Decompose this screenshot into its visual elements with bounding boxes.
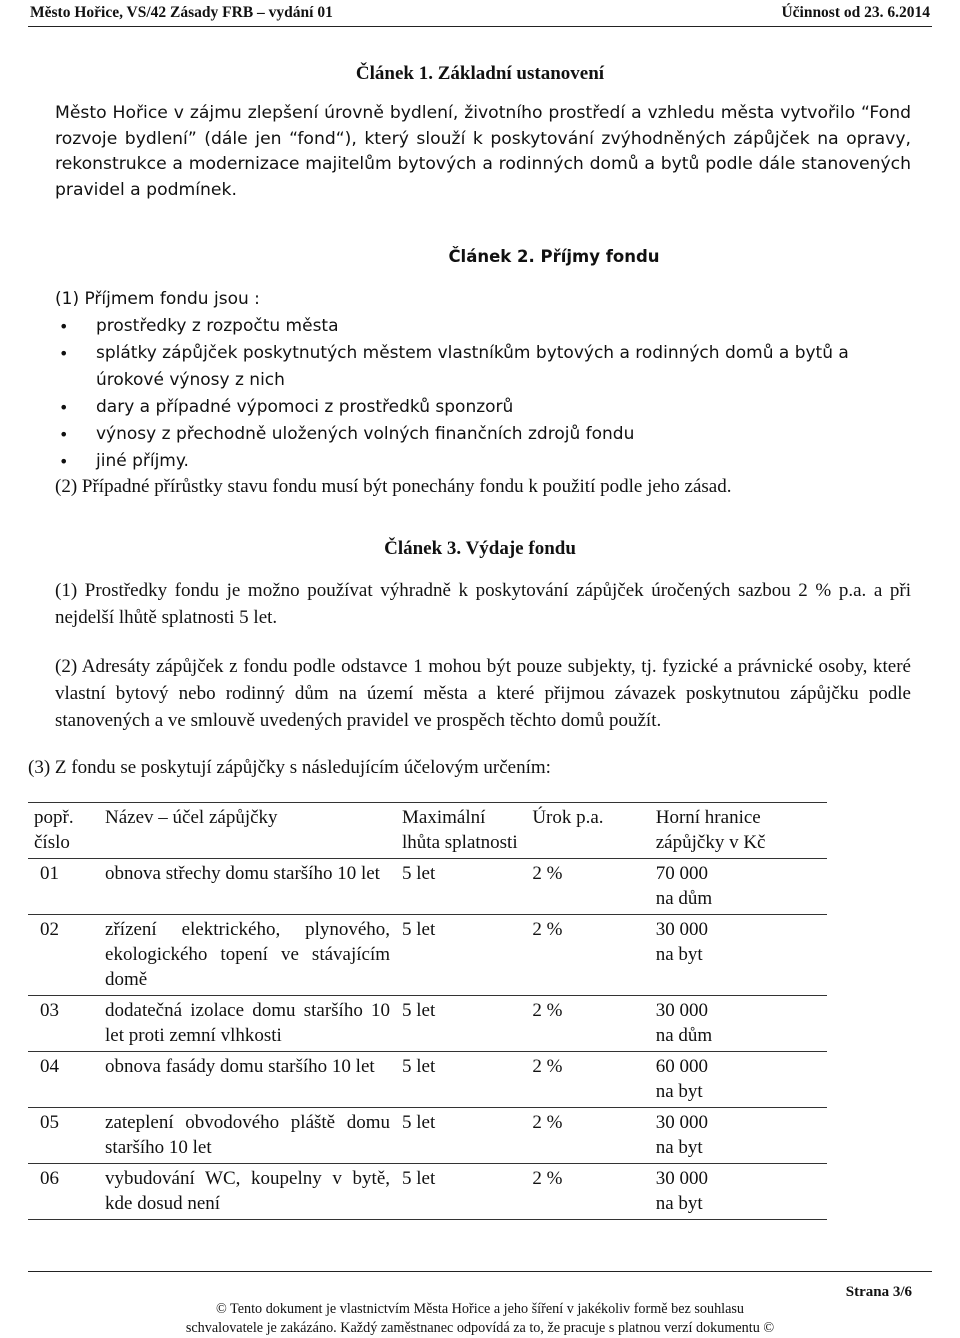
article-3-paragraph-2: (2) Adresáty zápůjček z fondu podle odstavce 1 mohou být pouze subjekty, tj. fyzické a právnické osoby, které vlastní bytový nebo rodinný dům na území města a které přijmou závazek poskytnutou zápůjčku podle stanovených a ve smlouvě uvedených pravidel ve prospěch těchto domů použít.: [55, 656, 911, 731]
header-term: Maximální lhůta splatnosti: [396, 803, 526, 859]
table-row: [28, 1164, 827, 1220]
bullet-icon: •: [59, 425, 69, 444]
footer-divider: [28, 1271, 932, 1272]
page-header: [28, 4, 932, 27]
header-number: popř. číslo: [28, 803, 99, 859]
article-1-title: Článek 1. Základní ustanovení: [355, 63, 605, 84]
header-purpose: Název – účel zápůjčky: [99, 803, 396, 859]
article-2-title: Článek 2. Příjmy fondu: [448, 247, 660, 266]
row-number: 06: [28, 1164, 99, 1220]
bullet-icon: •: [59, 452, 69, 471]
article-3-paragraph-1: (1) Prostředky fondu je možno používat výhradně k poskytování zápůjček úročených sazbou 2 % p.a. a při nejdelší lhůtě splatnosti 5 let.: [55, 580, 911, 628]
row-limit: 60 000 na byt: [650, 1052, 827, 1108]
bullet-icon: •: [59, 398, 69, 417]
article-3-title: Článek 3. Výdaje fondu: [384, 538, 576, 559]
article-2-intro: (1) Příjmem fondu jsou :: [55, 289, 260, 309]
list-item: • prostředky z rozpočtu města: [55, 313, 915, 340]
table-row: [28, 996, 827, 1052]
row-number: 05: [28, 1108, 99, 1164]
row-purpose: obnova fasády domu staršího 10 let: [99, 1052, 396, 1108]
table-row: [28, 859, 827, 915]
table-row: [28, 915, 827, 996]
header-document-id: Město Hořice, VS/42 Zásady FRB – vydání 01: [30, 4, 333, 21]
page-number: Strana 3/6: [845, 1284, 912, 1300]
row-rate: 2 %: [526, 1164, 649, 1220]
row-term: 5 let: [396, 996, 526, 1052]
header-rate: Úrok p.a.: [526, 803, 649, 859]
loan-purposes-table: [28, 802, 827, 1220]
row-rate: 2 %: [526, 915, 649, 996]
bullet-icon: •: [59, 317, 69, 336]
row-term: 5 let: [396, 1108, 526, 1164]
row-purpose: obnova střechy domu staršího 10 let: [99, 859, 396, 915]
article-3-paragraph-3: (3) Z fondu se poskytují zápůjčky s následujícím účelovým určením:: [28, 757, 551, 778]
list-item: • výnosy z přechodně uložených volných finančních zdrojů fondu: [55, 421, 915, 448]
list-item: • jiné příjmy.: [55, 448, 915, 475]
income-list: [55, 313, 915, 475]
row-number: 03: [28, 996, 99, 1052]
footer-copyright-line-2: schvalovatele je zakázáno. Každý zaměstnanec odpovídá za to, že pracuje s platnou verzí dokumentu ©: [185, 1320, 775, 1336]
row-rate: 2 %: [526, 996, 649, 1052]
row-limit: 30 000 na byt: [650, 1108, 827, 1164]
table-row: [28, 1108, 827, 1164]
row-term: 5 let: [396, 1052, 526, 1108]
row-purpose: dodatečná izolace domu staršího 10 let proti zemní vlhkosti: [99, 996, 396, 1052]
bullet-icon: •: [59, 344, 69, 363]
row-limit: 70 000 na dům: [650, 859, 827, 915]
article-2-paragraph-2: (2) Případné přírůstky stavu fondu musí být ponechány fondu k použití podle jeho zásad.: [55, 476, 732, 497]
row-purpose: zřízení elektrického, plynového, ekologického topení ve stávajícím domě: [99, 915, 396, 996]
row-rate: 2 %: [526, 859, 649, 915]
footer-copyright-line-1: © Tento dokument je vlastnictvím Města Hořice a jeho šíření v jakékoliv formě bez souhlasu: [215, 1301, 745, 1317]
list-item: • dary a případné výpomoci z prostředků sponzorů: [55, 394, 915, 421]
row-limit: 30 000 na byt: [650, 1164, 827, 1220]
list-item: • splátky zápůjček poskytnutých městem vlastníkům bytových a rodinných domů a bytů a úrokové výnosy z nich: [55, 340, 915, 394]
row-number: 04: [28, 1052, 99, 1108]
table-row: [28, 1052, 827, 1108]
header-effective-date: Účinnost od 23. 6.2014: [781, 4, 930, 21]
row-rate: 2 %: [526, 1052, 649, 1108]
header-limit: Horní hranice zápůjčky v Kč: [650, 803, 827, 859]
row-rate: 2 %: [526, 1108, 649, 1164]
row-limit: 30 000 na byt: [650, 915, 827, 996]
row-limit: 30 000 na dům: [650, 996, 827, 1052]
row-purpose: vybudování WC, koupelny v bytě, kde dosud není: [99, 1164, 396, 1220]
row-purpose: zateplení obvodového pláště domu staršího 10 let: [99, 1108, 396, 1164]
row-term: 5 let: [396, 859, 526, 915]
article-1-text: Město Hořice v zájmu zlepšení úrovně bydlení, životního prostředí a vzhledu města vytvořilo “Fond rozvoje bydlení” (dále jen “fond“), který slouží k poskytování zvýhodněných zápůjček na opravy, rekonstrukce a modernizace majitelům bytových a rodinných domů a bytů podle dále stanovených pravidel a podmínek.: [55, 103, 911, 201]
row-term: 5 let: [396, 915, 526, 996]
row-term: 5 let: [396, 1164, 526, 1220]
row-number: 01: [28, 859, 99, 915]
table-header-row: [28, 803, 827, 859]
row-number: 02: [28, 915, 99, 996]
